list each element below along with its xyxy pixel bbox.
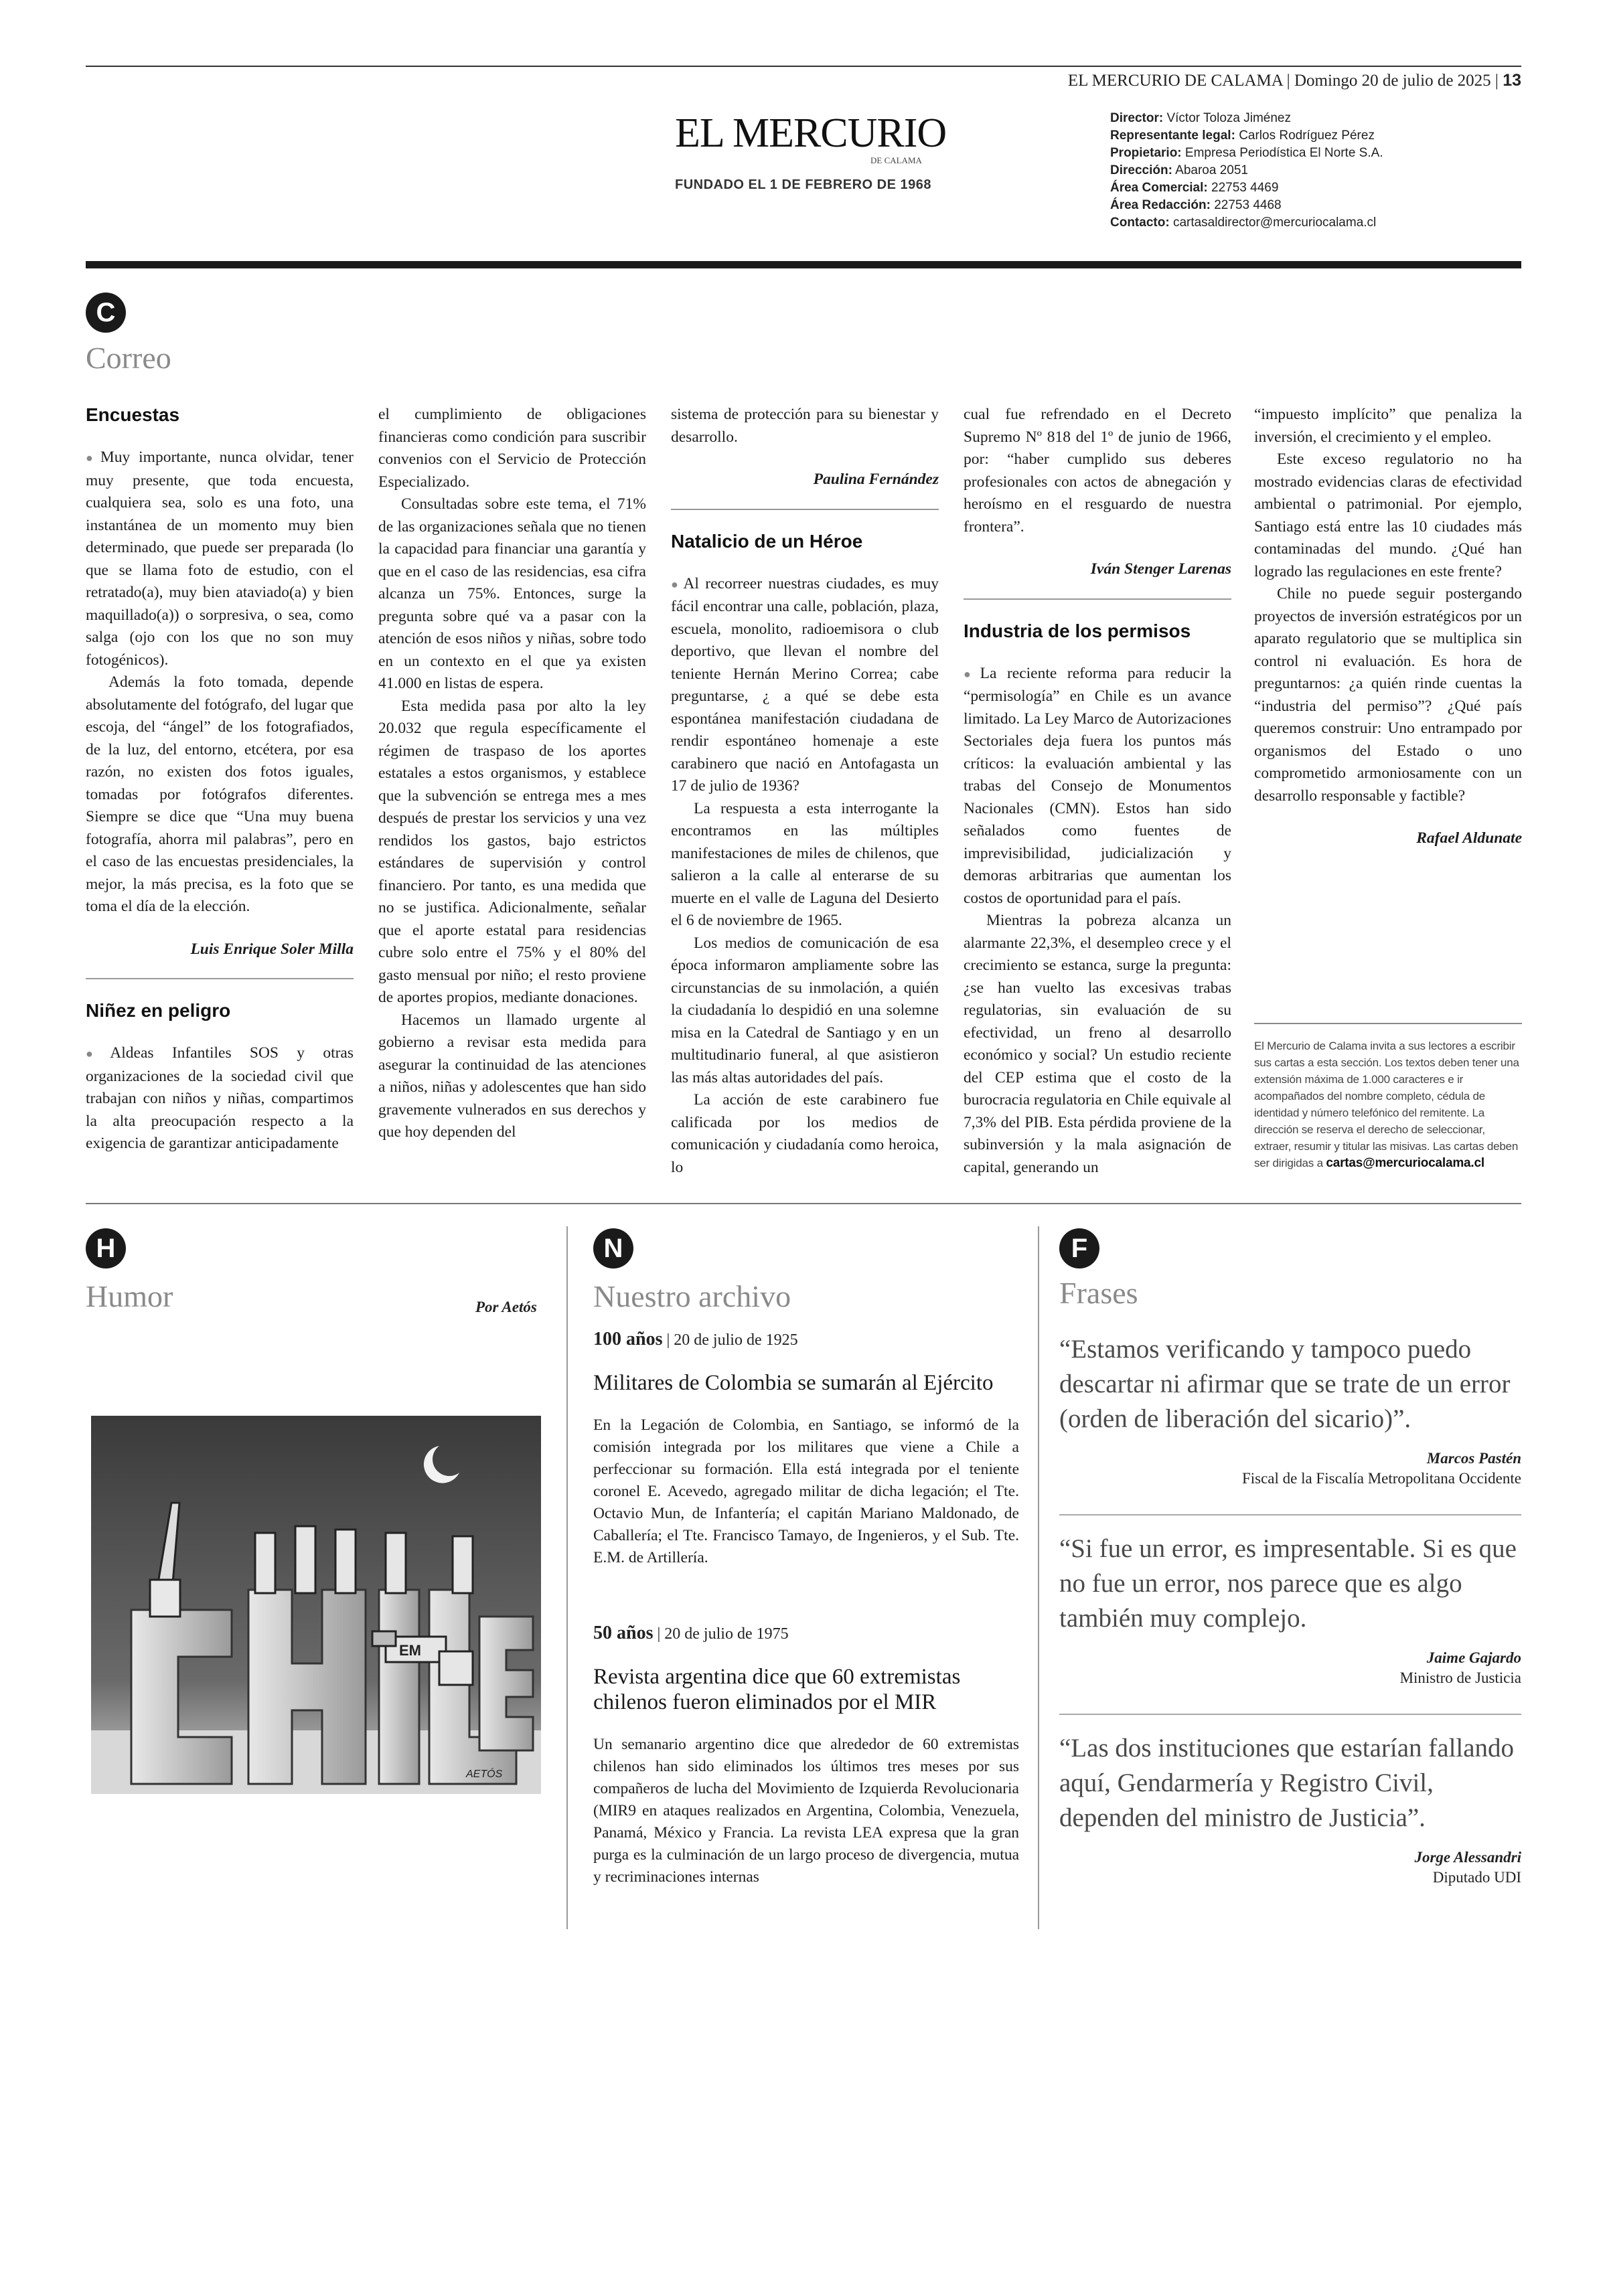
letter-title: Niñez en peligro xyxy=(86,1000,231,1021)
letter-paragraph: Además la foto tomada, depende absolutamente del fotógrafo, del lugar que escoja, del “ángel” de los fotografiados, de la luz, del entorno, etcétera, por esa razón, no existen dos fotos iguales, tomadas por fotógrafos diferentes. Siempre se dice que “Una muy buena fotografía, ahorra mil palabras”, pero en el caso de las encuestas presidenciales, la mejor, la más precisa, es la foto que se toma el día de la elección. xyxy=(86,673,354,915)
page-number: 13 xyxy=(1503,71,1521,90)
letter-paragraph: cual fue refrendado en el Decreto Supremo Nº 818 del 1º de junio de 1966, por: “haber cumplido sus deberes profesionales con actos de abnegación y heroísmo en el resguardo de nuestra frontera”. xyxy=(964,406,1231,536)
letter-paragraph: ● Al recorreer nuestras ciudades, es muy fácil encontrar una calle, población, plaza, escuela, monolito, radioemisora o club deportivo, que llevan el nombre del teniente Hernán Merino Correa; cabe preguntarse, ¿ a qué se debe esta espontánea manifestación ciudadana de rendir espontáneo homenaje a este carabinero que nació en Antofagasta un 17 de julio de 1936? xyxy=(671,573,939,798)
letter-paragraph: La respuesta a esta interrogante la encontramos en las múltiples manifestaciones de miles de chilenos, que salieron a la calle al enterarse de su muerte en el valle de Laguna del Desierto el 6 de noviembre de 1965. xyxy=(671,799,939,929)
header-top-rule xyxy=(86,66,1521,67)
letter-divider xyxy=(86,978,354,979)
letter-paragraph: Este exceso regulatorio no ha mostrado evidencias claras de efectividad ambiental o patrimonial. Por ejemplo, Santiago está entre las 10 ciudades más contaminadas del mundo. ¿Qué han logrado las regulaciones en este frente? xyxy=(1254,450,1522,580)
letter-paragraph: Hacemos un llamado urgente al gobierno a revisar esta medida para asegurar la continuidad de las atenciones a niños, niñas y adolescentes que han sido gravemente vulnerados en sus derechos y que hoy dependen del xyxy=(378,1011,646,1141)
quote-role: Ministro de Justicia xyxy=(1399,1669,1521,1686)
archivo-headline: Revista argentina dice que 60 extremistas chilenos fueron eliminados por el MIR xyxy=(593,1665,961,1714)
header-thick-rule xyxy=(86,261,1521,268)
cartoon-gun-label: EM xyxy=(399,1642,421,1659)
humor-byline: Por Aetós xyxy=(475,1299,537,1315)
letter-signature: Luis Enrique Soler Milla xyxy=(190,940,354,958)
archivo-badge: N xyxy=(593,1228,633,1268)
archivo-body: Un semanario argentino dice que alrededor de 60 extremistas chilenos han sido eliminados los últimos tres meses por sus compañeros de lucha del Movimiento de Izquierda Revolucionaria (MIR9 en ataques realizados en Argentina, Colombia, Venezuela, Panamá, México y Francia. La revista LEA expresa que la gran purga es la culminación de un largo proceso de divergencia, mutua y recriminaciones internas xyxy=(593,1736,1019,1886)
staff-row: Contacto: cartasaldirector@mercuriocalama.cl xyxy=(1110,216,1377,230)
letters-email[interactable]: cartas@mercuriocalama.cl xyxy=(1326,1156,1484,1170)
letters-invitation-note: El Mercurio de Calama invita a sus lectores a escribir sus cartas a esta sección. Los textos deben tener una extensión máxima de 1.000 caracteres e ir acompañados del nombre completo, cédula de identidad y número telefónico del remitente. La dirección se reserva el derecho de seleccionar, extraer, resumir y titular las misivas. Las cartas deben ser dirigidas a cartas@mercuriocalama.cl xyxy=(1254,1040,1519,1170)
staff-row: Área Redacción: 22753 4468 xyxy=(1110,198,1282,212)
quote-block xyxy=(1059,1731,1521,1886)
quote-divider xyxy=(1059,1714,1521,1715)
founded-line: FUNDADO EL 1 DE FEBRERO DE 1968 xyxy=(675,177,931,192)
masthead-subtitle: DE CALAMA xyxy=(870,155,922,165)
humor-title: Humor xyxy=(86,1279,173,1313)
note-divider xyxy=(1254,1023,1522,1024)
letter-signature: Paulina Fernández xyxy=(813,471,939,488)
archivo-body: En la Legación de Colombia, en Santiago, se informó de la comisión integrada por los militares que viene a Chile a perfeccionar su formación. Ella está integrada por el teniente coronel E. Acevedo, agregado militar de dicha legación; el Tte. Octavio Mun, de Infantería; el capitán Mariano Maldonado, de Caballería; el Tte. Francisco Tamayo, de Ingenieros, y el Sub. Tte. E.M. de Artillería. xyxy=(593,1416,1019,1566)
correo-title: Correo xyxy=(86,341,171,375)
folio-date: Domingo 20 de julio de 2025 xyxy=(1294,72,1491,90)
column-rule xyxy=(566,1226,568,1929)
humor-cartoon xyxy=(91,1416,541,1794)
masthead-logo: EL MERCURIO xyxy=(675,110,947,156)
staff-row: Propietario: Empresa Periodística El Norte S.A. xyxy=(1110,146,1383,160)
staff-row: Representante legal: Carlos Rodríguez Pérez xyxy=(1110,129,1375,143)
staff-row: Director: Víctor Toloza Jiménez xyxy=(1110,111,1291,125)
humor-badge: H xyxy=(86,1228,126,1268)
archivo-headline: Militares de Colombia se sumarán al Ejército xyxy=(593,1371,994,1395)
folio: EL MERCURIO DE CALAMA | Domingo 20 de julio de 2025 | 13 xyxy=(1067,71,1521,90)
letter-paragraph: ● Aldeas Infantiles SOS y otras organizaciones de la sociedad civil que trabajan con niños y niñas, compartimos la alta preocupación respecto a la exigencia de garantizar anticipadamente xyxy=(86,1042,354,1155)
quote-author: Jaime Gajardo xyxy=(1426,1649,1521,1666)
letter-divider xyxy=(671,509,939,510)
correo-col-2 xyxy=(378,404,646,1144)
quote-text: “Estamos verificando y tampoco puedo descartar ni afirmar que se trate de un error (orden de liberación del sicario)”. xyxy=(1059,1335,1511,1433)
archivo-item xyxy=(593,1329,1019,1569)
contact-email[interactable]: cartasaldirector@mercuriocalama.cl xyxy=(1172,216,1377,230)
letter-paragraph: Consultadas sobre este tema, el 71% de las organizaciones señala que no tienen la capacidad para financiar una garantía y que en el caso de las residencias, esa cifra alcanza un 75%. Entonces, surge la pregunta sobre qué va a pasar con la atención de esos niños y niñas, sobre todo en un contexto en el que ya existen 41.000 en listas de espera. xyxy=(378,495,646,692)
column-rule xyxy=(1038,1226,1039,1929)
quote-text: “Si fue un error, es impresentable. Si es que no fue un error, nos parece que es algo también muy complejo. xyxy=(1059,1534,1517,1633)
quote-author: Jorge Alessandri xyxy=(1414,1849,1521,1866)
quote-block xyxy=(1059,1332,1521,1487)
letter-paragraph: La acción de este carabinero fue calificada por los medios de comunicación y ciudadanía como heroica, lo xyxy=(671,1091,939,1176)
quote-block xyxy=(1059,1532,1521,1687)
quote-divider xyxy=(1059,1514,1521,1515)
archivo-title: Nuestro archivo xyxy=(593,1279,791,1313)
letter-title: Encuestas xyxy=(86,404,180,425)
correo-badge: C xyxy=(86,293,126,333)
letter-paragraph: Esta medida pasa por alto la ley 20.032 que regula específicamente el régimen de traspaso de los aportes estatales a estos organismos, y establece que la subvención se entrega mes a mes después de prestar los servicios y una vez rendidos los gastos, bajo estrictos estándares de supervisión y control financiero. Por tanto, es una medida que no se justifica. Adicionalmente, señalar que el aporte estatal para residencias cubre solo entre el 75% y el 80% del gasto mensual por niño; el resto proviene de aportes propios, mediante donaciones. xyxy=(378,697,646,1006)
letter-paragraph: Los medios de comunicación de esa época informaron ampliamente sobre las circunstancias de su inmolación, a quién la ciudadanía lo despidió en una solemne misa en la Catedral de Santiago y en un multitudinario funeral, al que asistieron las más altas autoridades del país. xyxy=(671,934,939,1086)
cartoon-signature: AETÓS xyxy=(466,1769,503,1780)
frases-badge: F xyxy=(1059,1228,1099,1268)
letter-paragraph: ● Muy importante, nunca olvidar, tener muy presente, que toda encuesta, cualquiera sea, solo es una foto, una instantánea de un momento muy bien determinado, que puede ser preparada (lo que se llama foto de estudio, con el retratado(a), muy bien ataviado(a) y bien maquillado(a)) o sorpresiva, o sea, como salga (ojo con los que no son muy fotogénicos). xyxy=(86,446,354,671)
letter-paragraph: Mientras la pobreza alcanza un alarmante 22,3%, el desempleo crece y el crecimiento se estanca, surge la pregunta: ¿se han vuelto las excesivas trabas regulatorias, sin evaluación de su efectividad, un freno al desarrollo económico y social? Un estudio reciente del CEP estima que el costo de la burocracia regulatoria en Chile equivale al 7,3% del PIB. Esta pérdida proviene de la subinversión y la mala asignación de capital, generando un xyxy=(964,912,1231,1176)
letter-paragraph: ● La reciente reforma para reducir la “permisología” en Chile es un avance limitado. La Ley Marco de Autorizaciones Sectoriales deja fuera los puntos más críticos: la evaluación ambiental y las trabas del Consejo de Monumentos Nacionales (CMN). Estos han sido señalados como fuentes de imprevisibilidad, judicialización y demoras arbitrarias que aumentan los costos de oportunidad para el país. xyxy=(964,663,1231,910)
quote-role: Diputado UDI xyxy=(1432,1869,1521,1886)
correo-col-5 xyxy=(1254,404,1522,868)
staff-row: Dirección: Abaroa 2051 xyxy=(1110,163,1248,177)
quote-text: “Las dos instituciones que estarían fallando aquí, Gendarmería y Registro Civil, dependen del ministro de Justicia”. xyxy=(1059,1734,1515,1832)
letter-title: Industria de los permisos xyxy=(964,620,1191,641)
staff-row: Área Comercial: 22753 4469 xyxy=(1110,181,1279,195)
archivo-dateline: 50 años | 20 de julio de 1975 xyxy=(593,1623,789,1643)
correo-col-4 xyxy=(964,404,1231,1179)
staff-box xyxy=(1110,110,1383,232)
section-separator xyxy=(86,1203,1521,1204)
letter-paragraph: “impuesto implícito” que penaliza la inversión, el crecimiento y el empleo. xyxy=(1254,406,1522,446)
letter-signature: Rafael Aldunate xyxy=(1416,829,1522,847)
quote-role: Fiscal de la Fiscalía Metropolitana Occidente xyxy=(1241,1470,1521,1487)
letter-title: Natalicio de un Héroe xyxy=(671,530,863,552)
correo-col-3 xyxy=(671,404,939,1179)
quote-author: Marcos Pastén xyxy=(1426,1450,1521,1467)
archivo-item xyxy=(593,1623,1019,1888)
letter-divider xyxy=(964,598,1231,600)
frases-title: Frases xyxy=(1059,1276,1138,1310)
archivo-dateline: 100 años | 20 de julio de 1925 xyxy=(593,1329,798,1349)
correo-col-1 xyxy=(86,404,354,1155)
letter-paragraph: el cumplimiento de obligaciones financieras como condición para suscribir convenios con el Servicio de Protección Especializado. xyxy=(378,406,646,491)
letter-paragraph: sistema de protección para su bienestar y desarrollo. xyxy=(671,406,939,446)
letter-paragraph: Chile no puede seguir postergando proyectos de inversión estratégicos por un aparato regulatorio que se multiplica sin control ni evaluación. Es hora de preguntarnos: ¿a quién rinde cuentas la “industria del permiso”? ¿Qué país queremos construir: Uno entrampado por organismos del Estado o uno comprometido armoniosamente con un desarrollo responsable y factible? xyxy=(1254,585,1522,805)
folio-publication: EL MERCURIO DE CALAMA xyxy=(1067,72,1283,90)
letter-signature: Iván Stenger Larenas xyxy=(1090,560,1231,578)
